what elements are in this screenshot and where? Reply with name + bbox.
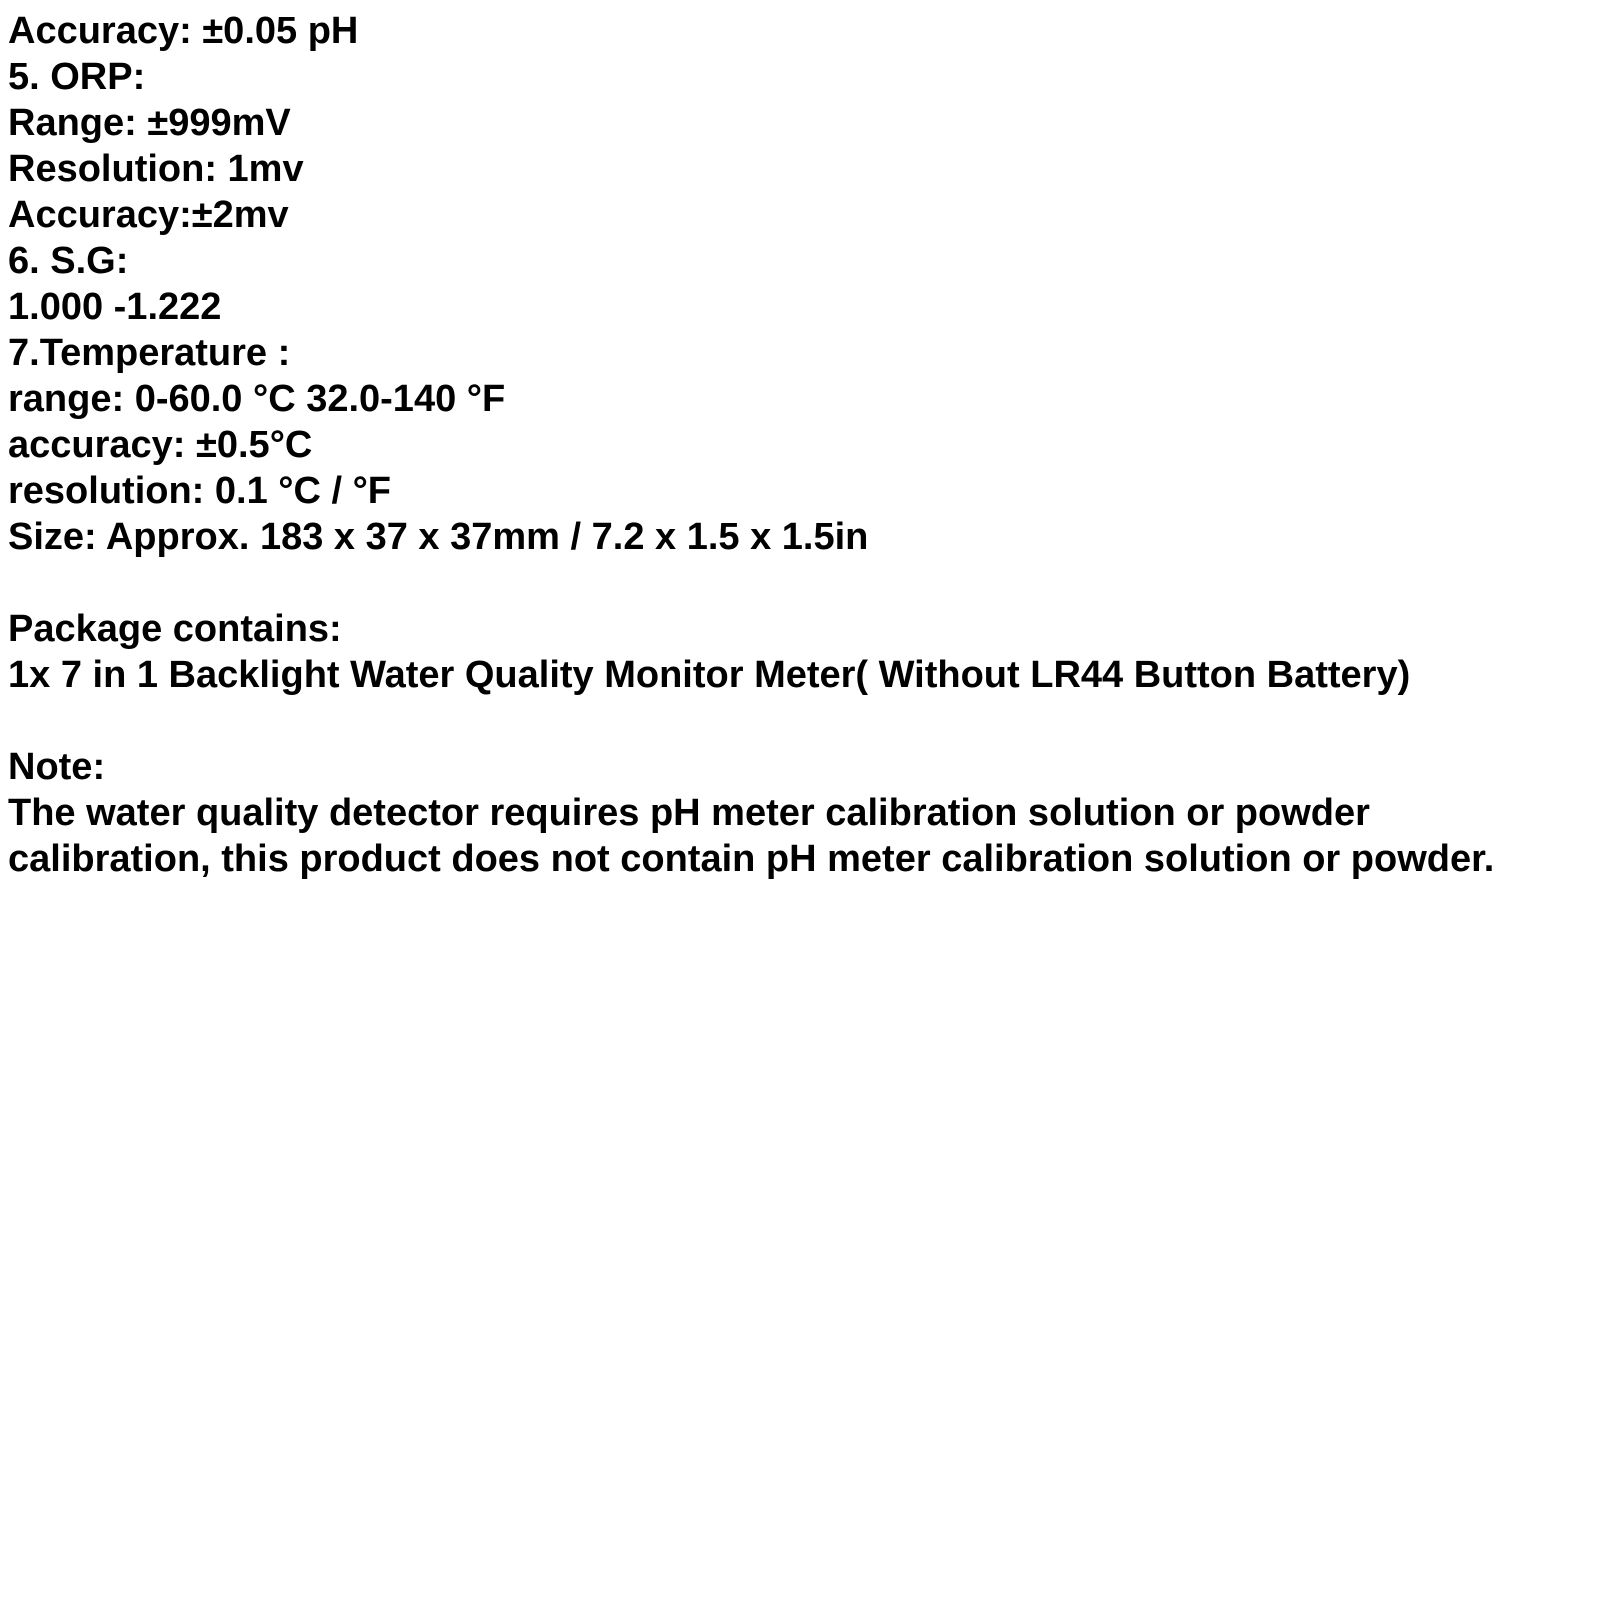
- spec-section: [8, 8, 1593, 560]
- note-text-line-2: calibration, this product does not contain pH meter calibration solution or powder.: [8, 838, 1495, 880]
- spec-line-ph-accuracy: Accuracy: ±0.05 pH: [8, 10, 359, 52]
- note-section: [8, 744, 1593, 882]
- spec-line-temperature-accuracy: accuracy: ±0.5°C: [8, 424, 313, 466]
- spec-line-size: Size: Approx. 183 x 37 x 37mm / 7.2 x 1.5 x 1.5in: [8, 516, 869, 558]
- package-heading: Package contains:: [8, 608, 342, 650]
- spec-line-temperature-resolution: resolution: 0.1 °C / °F: [8, 470, 391, 512]
- spec-line-orp-heading: 5. ORP:: [8, 56, 146, 98]
- package-section: [8, 606, 1593, 698]
- spec-line-sg-range: 1.000 -1.222: [8, 286, 222, 328]
- spec-line-temperature-heading: 7.Temperature :: [8, 332, 291, 374]
- product-description: [8, 8, 1593, 882]
- package-item: 1x 7 in 1 Backlight Water Quality Monitor Meter( Without LR44 Button Battery): [8, 654, 1411, 696]
- spec-line-orp-range: Range: ±999mV: [8, 102, 291, 144]
- note-heading: Note:: [8, 746, 106, 788]
- spacer: [8, 698, 1593, 744]
- spec-line-temperature-range: range: 0-60.0 °C 32.0-140 °F: [8, 378, 506, 420]
- note-text-line-1: The water quality detector requires pH meter calibration solution or powder: [8, 792, 1370, 834]
- spec-line-orp-resolution: Resolution: 1mv: [8, 148, 304, 190]
- spacer: [8, 560, 1593, 606]
- spec-line-orp-accuracy: Accuracy:±2mv: [8, 194, 289, 236]
- spec-line-sg-heading: 6. S.G:: [8, 240, 129, 282]
